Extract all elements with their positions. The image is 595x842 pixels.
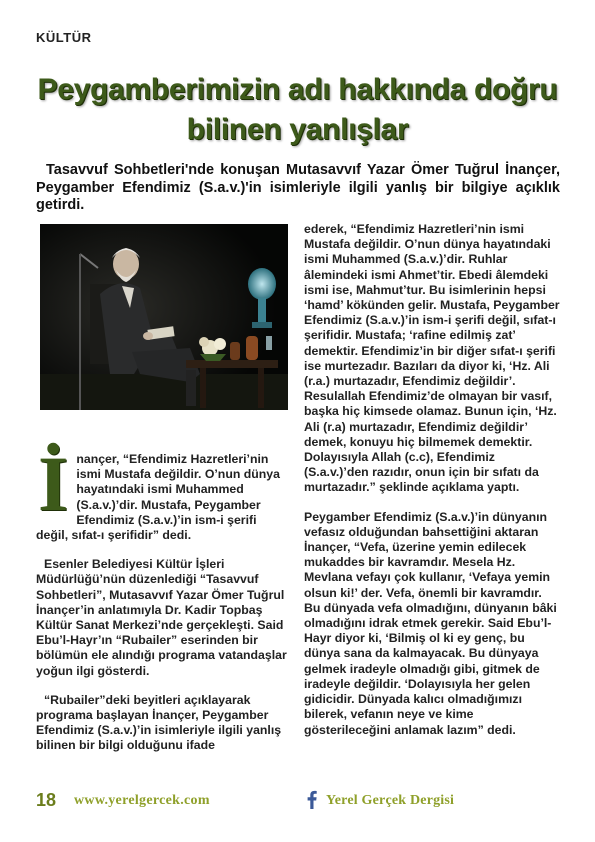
website-link[interactable]: www.yerelgercek.com	[74, 793, 210, 808]
page-footer	[36, 790, 560, 812]
dropcap-letter: İ	[38, 440, 69, 527]
section-label: KÜLTÜR	[36, 30, 92, 45]
title-line-2: bilinen yanlışlar	[186, 113, 409, 146]
page-number: 18	[36, 790, 57, 810]
paragraph-3: “Rubailer”deki beyitleri açıklayarak programa başlayan İnançer, Peygamber Efendimiz (S.a.v.)’in isimleriyle ilgili yanlış bilinen bir bilgi olduğunu ifade	[36, 692, 282, 753]
paragraph-1-text: nançer, “Efendimiz Hazretleri’nin ismi Mustafa değildir. O’nun dünya hayatındaki ismi Muhammed (S.a.v.)’dir. Mustafa, Peygamber Efendimiz (S.a.v.)’in ism-i şerifi değil, sıfat-ı şerifidir” dedi.	[36, 452, 280, 543]
article-photo	[40, 224, 288, 410]
speaker-photo-illustration	[40, 224, 288, 410]
right-column	[304, 222, 560, 752]
paragraph-5: Peygamber Efendimiz (S.a.v.)’in dünyanın vefasız olduğundan bahsettiğini aktaran İnançer, “Vefa, üzerine yemin edilecek mukaddes bir kavramdır. Mesela Hz. Mevlana vefayı çok kullanır, ‘Vefaya yemin olsun ki!’ der. Vefa, önemli bir kavramdır. Bu dünyada vefa olmadığını, dünyanın bâki olmadığını idrak etmek gerekir. Said Ebu’l-Hayr diyor ki, ‘Bilmiş ol ki ey genç, bu dünya sana da kalmayacak. Bu dünyaya gelmek iradeyle olmadığı gibi, gitmek de iradeyle değildir. ‘Dolayısıyla her gelen gidicidir. Dünyada kalıcı olmadığımızı bilerek, vefanın neye ve kime gösterileceğini anlamak lazım” dedi.	[304, 509, 557, 737]
facebook-icon[interactable]	[307, 790, 317, 809]
left-column	[36, 440, 288, 768]
paragraph-2: Esenler Belediyesi Kültür İşleri Müdürlüğü’nün düzenlediği “Tasavvuf Sohbetleri”, Mutasavvıf Yazar Ömer Tuğrul İnançer’in anlatımıyla Dr. Kadir Topbaş Kültür Sanat Merkezi’nde gerçekleşti. Said Ebu’l-Hayr’ın “Rubailer” eserinden bir bölümün ele alındığı programa vatandaşlar yoğun ilgi gösterdi.	[36, 557, 287, 678]
paragraph-1	[36, 440, 288, 543]
paragraph-4: ederek, “Efendimiz Hazretleri’nin ismi Mustafa değildir. O’nun dünya hayatındaki ismi Muhammed (S.a.v.)’dir. Ruhlar âlemindeki ismi Ahmet’tir. Ebedi âlemdeki ismi ise, Mahmut’tur. Bu isimlerinin hepsi ‘hamd’ kökünden gelir. Mustafa, Peygamber Efendimiz (S.a.v.)’in ism-i şerifi değil, sıfat-ı şerifidir. Mustafa; ‘rafine edilmiş zat’ demektir. Efendimiz’in bir diğer sıfat-ı şerifi ise murtezadır. Bazıları da diyor ki, ‘Hz. Ali (r.a.) murtazadır, Efendimiz değildir’. Resulallah Efendimiz’de olmayan bir vasıf, başka hiç kimsede olamaz. Bunun için, ‘Hz. Ali (r.a) murtazadır, Efendimiz değildir’ demek, konuyu hiç bilmemek demektir. Dolayısıyla Allah (c.c), Efendimiz (S.a.v.)’den razıdır, onun için bir sıfatı da murtazadır.” şeklinde açıklama yaptı.	[304, 222, 560, 495]
magazine-name: Yerel Gerçek Dergisi	[326, 793, 455, 808]
article-lead: Tasavvuf Sohbetleri'nde konuşan Mutasavvıf Yazar Ömer Tuğrul İnançer, Peygamber Efendimiz (S.a.v.)'in isimleriyle ilgili yanlış bir bilgiye açıklık getirdi.	[36, 162, 560, 213]
article-title	[20, 70, 575, 150]
title-line-1: Peygamberimizin adı hakkında doğru	[37, 73, 558, 106]
